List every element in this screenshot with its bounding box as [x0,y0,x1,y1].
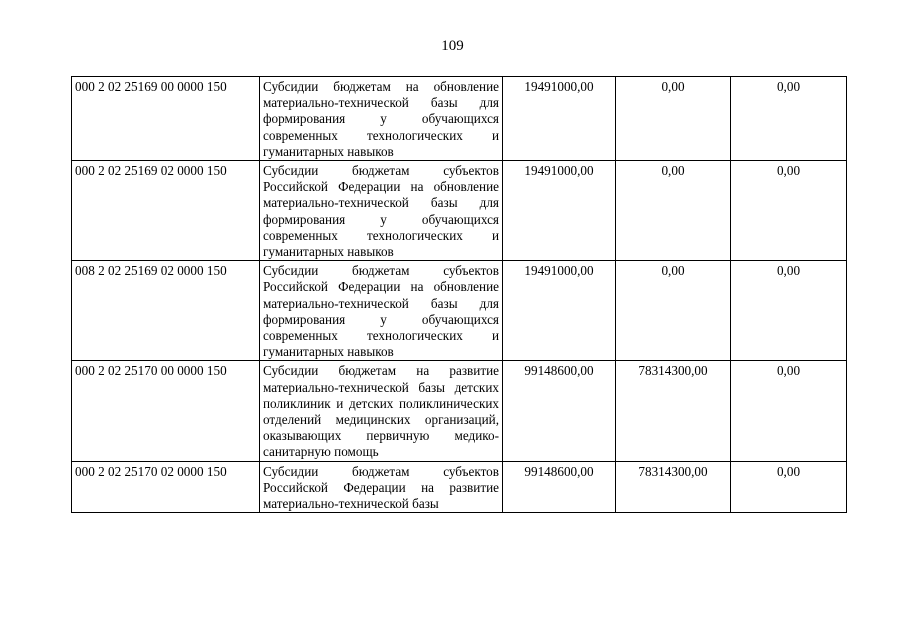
budget-code-cell: 000 2 02 25170 02 0000 150 [72,461,260,513]
amount-cell-2: 0,00 [616,161,731,261]
amount-cell-1: 99148600,00 [503,461,616,513]
amount-cell-1: 19491000,00 [503,161,616,261]
amount-cell-1: 99148600,00 [503,361,616,461]
budget-code-cell: 000 2 02 25170 00 0000 150 [72,361,260,461]
page-number: 109 [441,38,464,54]
description-cell: Субсидии бюджетам на развитие материально-технической базы детских поликлиник и детских поликлинических отделений медицинских организаций, оказывающих первичную медико-санитарную помощь [260,361,503,461]
budget-table [71,76,847,513]
amount-cell-2: 0,00 [616,77,731,161]
table-row [72,161,847,261]
amount-cell-2: 78314300,00 [616,461,731,513]
budget-code-cell: 000 2 02 25169 02 0000 150 [72,161,260,261]
amount-cell-3: 0,00 [731,461,847,513]
description-cell: Субсидии бюджетам на обновление материально-технической базы для формирования у обучающихся современных технологических и гуманитарных навыков [260,77,503,161]
table-row [72,77,847,161]
amount-cell-2: 78314300,00 [616,361,731,461]
amount-cell-3: 0,00 [731,77,847,161]
budget-code-cell: 008 2 02 25169 02 0000 150 [72,261,260,361]
amount-cell-1: 19491000,00 [503,261,616,361]
description-cell: Субсидии бюджетам субъектов Российской Федерации на развитие материально-технической базы [260,461,503,513]
table-row [72,361,847,461]
table-row [72,261,847,361]
table-row [72,461,847,513]
budget-code-cell: 000 2 02 25169 00 0000 150 [72,77,260,161]
description-cell: Субсидии бюджетам субъектов Российской Федерации на обновление материально-технической базы для формирования у обучающихся современных технологических и гуманитарных навыков [260,161,503,261]
amount-cell-2: 0,00 [616,261,731,361]
amount-cell-3: 0,00 [731,161,847,261]
description-cell: Субсидии бюджетам субъектов Российской Федерации на обновление материально-технической базы для формирования у обучающихся современных технологических и гуманитарных навыков [260,261,503,361]
amount-cell-3: 0,00 [731,261,847,361]
amount-cell-3: 0,00 [731,361,847,461]
amount-cell-1: 19491000,00 [503,77,616,161]
